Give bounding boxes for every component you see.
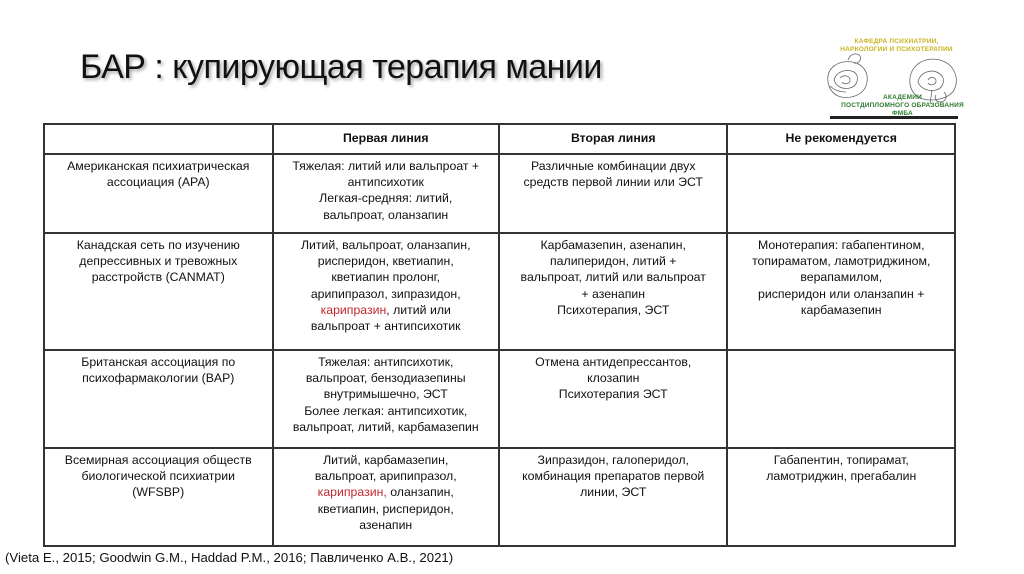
cell-line: (WFSBP) <box>132 485 185 500</box>
cell-line: рисперидон или оланзапин + <box>758 286 925 301</box>
cell-line: антипсихотик <box>347 175 424 190</box>
header-first-line: Первая линия <box>273 124 499 154</box>
logo-caption-bottom <box>840 94 965 118</box>
cell-text: , литий или <box>386 302 451 317</box>
first-line-cell <box>273 350 499 448</box>
slide-title: БАР : купирующая терапия мании <box>80 48 602 86</box>
organization-cell <box>44 448 273 546</box>
cell-line: комбинация препаратов первой <box>522 469 705 484</box>
cell-line: биологической психиатрии <box>81 469 235 484</box>
first-line-cell <box>273 233 499 350</box>
logo-caption-line: ФМБА <box>892 110 913 117</box>
cell-line <box>278 302 494 318</box>
cell-line: Легкая-средняя: литий, <box>319 191 453 206</box>
cell-line: Американская психиатрическая <box>67 159 250 173</box>
highlighted-drug: карипразин <box>320 302 387 317</box>
cell-line: карбамазепин <box>800 302 882 317</box>
cell-line: Психотерапия ЭСТ <box>558 387 668 402</box>
cell-line: рисперидон, кветиапин, <box>317 254 454 269</box>
table-row <box>44 154 955 233</box>
cell-line: вальпроат, бензодиазепины <box>305 371 466 386</box>
cell-line: палиперидон, литий + <box>550 254 677 269</box>
cell-line: вальпроат, оланзапин <box>323 207 449 222</box>
cell-line: Канадская сеть по изучению <box>76 238 240 252</box>
cell-line: Тяжелая: антипсихотик, <box>318 355 454 369</box>
header-second-line: Вторая линия <box>499 124 728 154</box>
table-row <box>44 448 955 546</box>
table-header-row <box>44 124 955 154</box>
cell-line: клозапин <box>587 371 640 386</box>
not-recommended-cell <box>727 350 955 448</box>
cell-line: верапамилом, <box>800 270 883 285</box>
second-line-cell <box>499 154 728 233</box>
cell-line: + азенапин <box>581 286 646 301</box>
cell-text: оланзапин, <box>386 485 454 500</box>
department-logo <box>820 30 965 120</box>
not-recommended-cell <box>727 448 955 546</box>
cell-line: азенапин <box>359 517 413 532</box>
logo-caption-line: АКАДЕМИИ <box>883 94 922 101</box>
first-line-cell <box>273 154 499 233</box>
cell-line: вальпроат, арипипразол, <box>314 469 457 484</box>
cell-line: Зипразидон, галоперидол, <box>537 453 689 467</box>
cell-line: Монотерапия: габапентином, <box>757 238 925 252</box>
cell-line: ассоциация (APA) <box>106 175 210 190</box>
cell-line: средств первой линии или ЭСТ <box>523 175 703 190</box>
organization-cell <box>44 233 273 350</box>
highlighted-drug: карипразин, <box>317 485 387 500</box>
cell-line: вальпроат, литий или вальпроат <box>520 270 706 285</box>
second-line-cell <box>499 448 728 546</box>
second-line-cell <box>499 233 728 350</box>
not-recommended-cell <box>727 233 955 350</box>
table-row <box>44 233 955 350</box>
table-row <box>44 350 955 448</box>
header-not-recommended: Не рекомендуется <box>727 124 955 154</box>
cell-line: психофармакологии (BAP) <box>82 371 235 386</box>
cell-line: Литий, карбамазепин, <box>323 453 449 467</box>
second-line-cell <box>499 350 728 448</box>
cell-line: Тяжелая: литий или вальпроат + <box>292 159 480 173</box>
cell-line: арипипразол, зипразидон, <box>310 286 461 301</box>
header-organization <box>44 124 273 154</box>
cell-line: Габапентин, топирамат, <box>773 453 909 467</box>
cell-line: кветиапин пролонг, <box>331 270 441 285</box>
cell-line <box>278 484 494 500</box>
cell-line: депрессивных и тревожных <box>79 254 238 269</box>
cell-line: кветиапин, рисперидон, <box>317 501 454 516</box>
references-footnote: (Vieta E., 2015; Goodwin G.M., Haddad P.M., 2016; Павличенко А.В., 2021) <box>5 550 454 565</box>
cell-line: внутримышечно, ЭСТ <box>323 387 448 402</box>
cell-line: расстройств (CANMAT) <box>91 270 225 285</box>
cell-line: Психотерапия, ЭСТ <box>557 302 670 317</box>
cell-line: вальпроат, литий, карбамазепин <box>292 419 479 434</box>
cell-line: Отмена антидепрессантов, <box>535 355 692 369</box>
cell-line: линии, ЭСТ <box>580 485 647 500</box>
cell-line: Британская ассоциация по <box>81 355 236 369</box>
cell-line: Различные комбинации двух <box>530 159 696 173</box>
first-line-cell <box>273 448 499 546</box>
cell-line: Более легкая: антипсихотик, <box>304 403 468 418</box>
logo-caption-top: КАФЕДРА ПСИХИАТРИИ, НАРКОЛОГИИ И ПСИХОТЕРАПИИ <box>840 38 953 53</box>
cell-line: Всемирная ассоциация обществ <box>64 453 252 467</box>
cell-line: Литий, вальпроат, оланзапин, <box>300 238 471 252</box>
therapy-guidelines-table <box>43 123 956 547</box>
cell-line: вальпроат + антипсихотик <box>310 319 461 334</box>
logo-caption-line: ПОСТДИПЛОМНОГО ОБРАЗОВАНИЯ <box>841 102 964 109</box>
cell-line: Карбамазепин, азенапин, <box>540 238 686 252</box>
cell-line: ламотриджин, прегабалин <box>766 469 917 484</box>
organization-cell <box>44 350 273 448</box>
organization-cell <box>44 154 273 233</box>
not-recommended-cell <box>727 154 955 233</box>
cell-line: топираматом, ламотриджином, <box>752 254 931 269</box>
